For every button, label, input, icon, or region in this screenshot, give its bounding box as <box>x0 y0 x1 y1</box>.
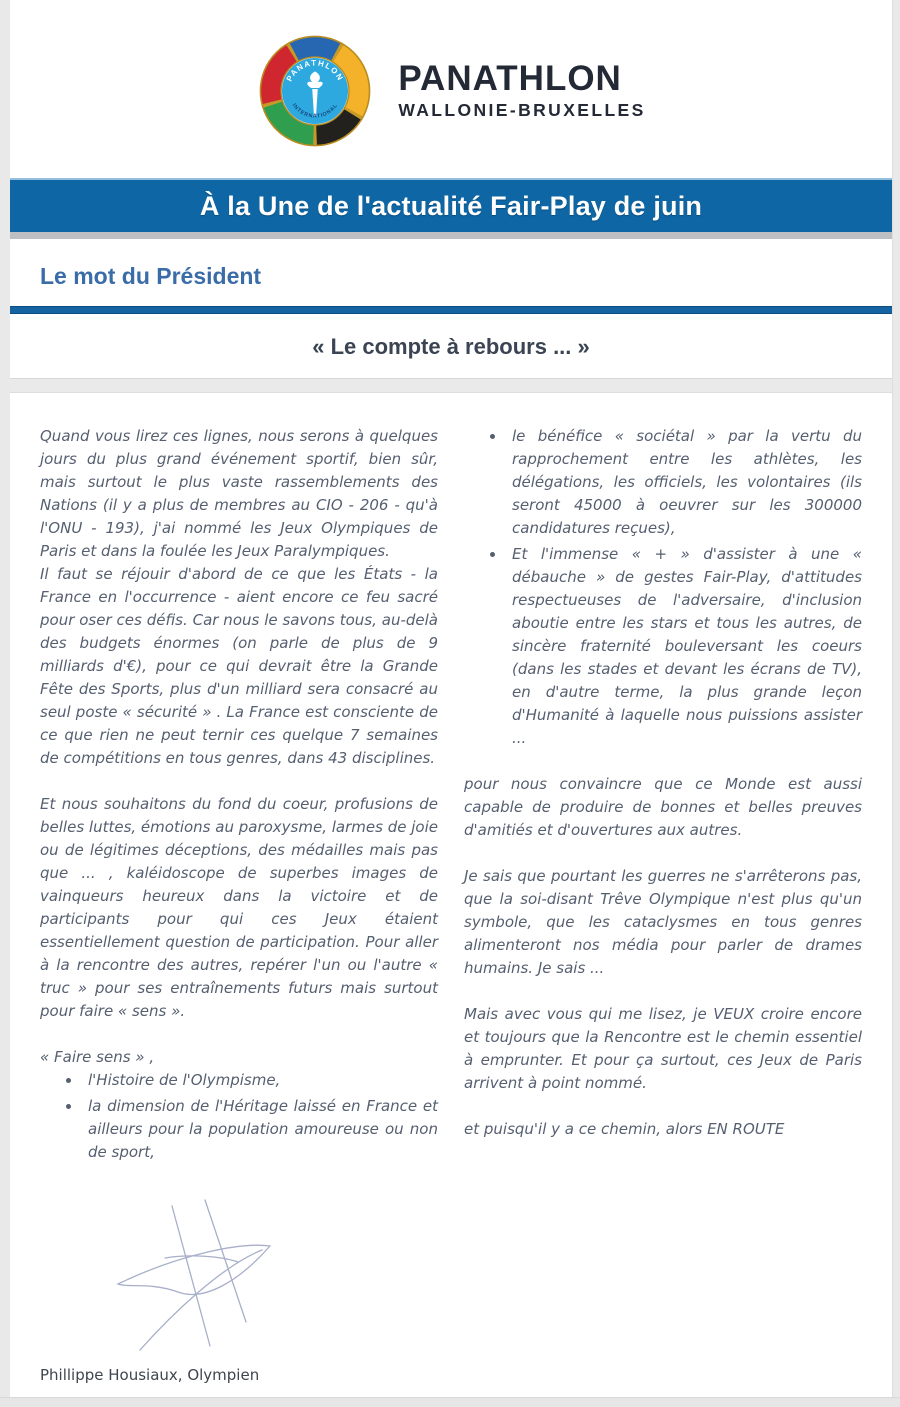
panathlon-ring-icon <box>256 32 374 150</box>
masthead <box>10 0 892 178</box>
blue-rule <box>10 306 892 314</box>
list-item: • le bénéfice « sociétal » par la vertu du rapprochement entre les athlètes, les délégations, les officiels, les volontaires (ils seront 45000 à oeuvrer sur les 300000 candidatures reçues), <box>506 425 862 540</box>
content-card <box>10 0 893 1398</box>
section-separator <box>10 378 892 393</box>
benefits-list <box>464 425 862 750</box>
paragraph: pour nous convaincre que ce Monde est aussi capable de produire de bonnes et belles preuves d'amitiés et d'ouvertures aux autres. <box>464 775 862 839</box>
paragraph: et puisqu'il y a ce chemin, alors EN ROUTE <box>464 1120 785 1138</box>
brand-region: WALLONIE-BRUXELLES <box>398 100 646 121</box>
faire-sens-list <box>40 1069 438 1164</box>
brand-wordmark <box>398 58 646 122</box>
paragraph: Je sais que pourtant les guerres ne s'arrêterons pas, que la soi-disant Trêve Olympique n'est plus qu'un symbole, que les cataclysmes en tous genres alimenteront nos média pour parler de drames humains. Je sais ... <box>464 867 862 977</box>
brand-name: PANATHLON <box>398 58 622 98</box>
left-column <box>40 425 438 1167</box>
paragraph: Mais avec vous qui me lisez, je VEUX croire encore et toujours que la Rencontre est le chemin essentiel à emprunter. Et pour ça surtout, ces Jeux de Paris arrivent à point nommé. <box>464 1005 862 1092</box>
section-head <box>10 239 892 306</box>
right-column <box>464 425 862 1167</box>
list-item: • la dimension de l'Héritage laissé en France et ailleurs pour la population amoureuse ou non de sport, <box>82 1095 438 1164</box>
article-body <box>10 393 892 1167</box>
section-heading: Le mot du Président <box>40 263 262 289</box>
paragraph: Et nous souhaitons du fond du coeur, profusions de belles luttes, émotions au paroxysme, larmes de joie ou de légitimes déceptions, des médailles mais pas que ... , kaléidoscope de superbes images de vainqueurs heureux dans la victoire et de participants pour qui ces Jeux étaient essentiellement question de participation. Pour aller à la rencontre des autres, repérer l'un ou l'autre « truc » pour ses entraînements futurs mais surtout pour faire « sens ». <box>40 795 438 1020</box>
article-title: « Le compte à rebours ... » <box>312 334 590 359</box>
signature-image <box>110 1196 300 1356</box>
article-title-row <box>10 314 892 378</box>
signature-name: Phillippe Housiaux, Olympien <box>40 1366 260 1384</box>
page-bottom-band <box>0 1397 900 1407</box>
news-banner <box>10 178 892 232</box>
panathlon-logo <box>256 32 374 150</box>
ring-word-top: PANATHLON <box>285 58 346 83</box>
paragraph: Quand vous lirez ces lignes, nous serons à quelques jours du plus grand événement sportif, bien sûr, mais surtout le plus vaste rassemblements des Nations (il y a plus de membres au CIO - 206 - qu'à l'ONU - 193), j'ai nommé les Jeux Olympiques de Paris et dans la foulée les Jeux Paralympiques. <box>40 427 438 560</box>
paragraph: Il faut se réjouir d'abord de ce que les États - la France en l'occurrence - aient encore ce feu sacré pour oser ces défis. Car nous le savons tous, au-delà des budgets énormes (on parle de plus de 9 milliards d'€), pour ce qui devrait être la Grande Fête des Sports, plus d'un milliard sera consacré au seul poste « sécurité » . La France est consciente de ce que rien ne peut ternir ces quelque 7 semaines de compétitions en tous genres, dans 43 disciplines. <box>40 565 438 767</box>
list-item: • Et l'immense « + » d'assister à une « débauche » de gestes Fair-Play, d'attitudes respectueuses de l'adversaire, d'inclusion aboutie entre les stars et tous les autres, de sincère fraternité bouleversant les coeurs (dans les stades et devant les écrans de TV), en d'autre terme, la plus grande leçon d'Humanité à laquelle nous puissions assister ... <box>506 543 862 750</box>
ring-word-bottom: INTERNATIONAL <box>290 102 340 120</box>
banner-shadow <box>10 232 892 239</box>
list-item: • l'Histoire de l'Olympisme, <box>82 1069 438 1092</box>
banner-title: À la Une de l'actualité Fair-Play de juin <box>199 190 703 221</box>
list-lead: « Faire sens » , <box>40 1048 155 1066</box>
